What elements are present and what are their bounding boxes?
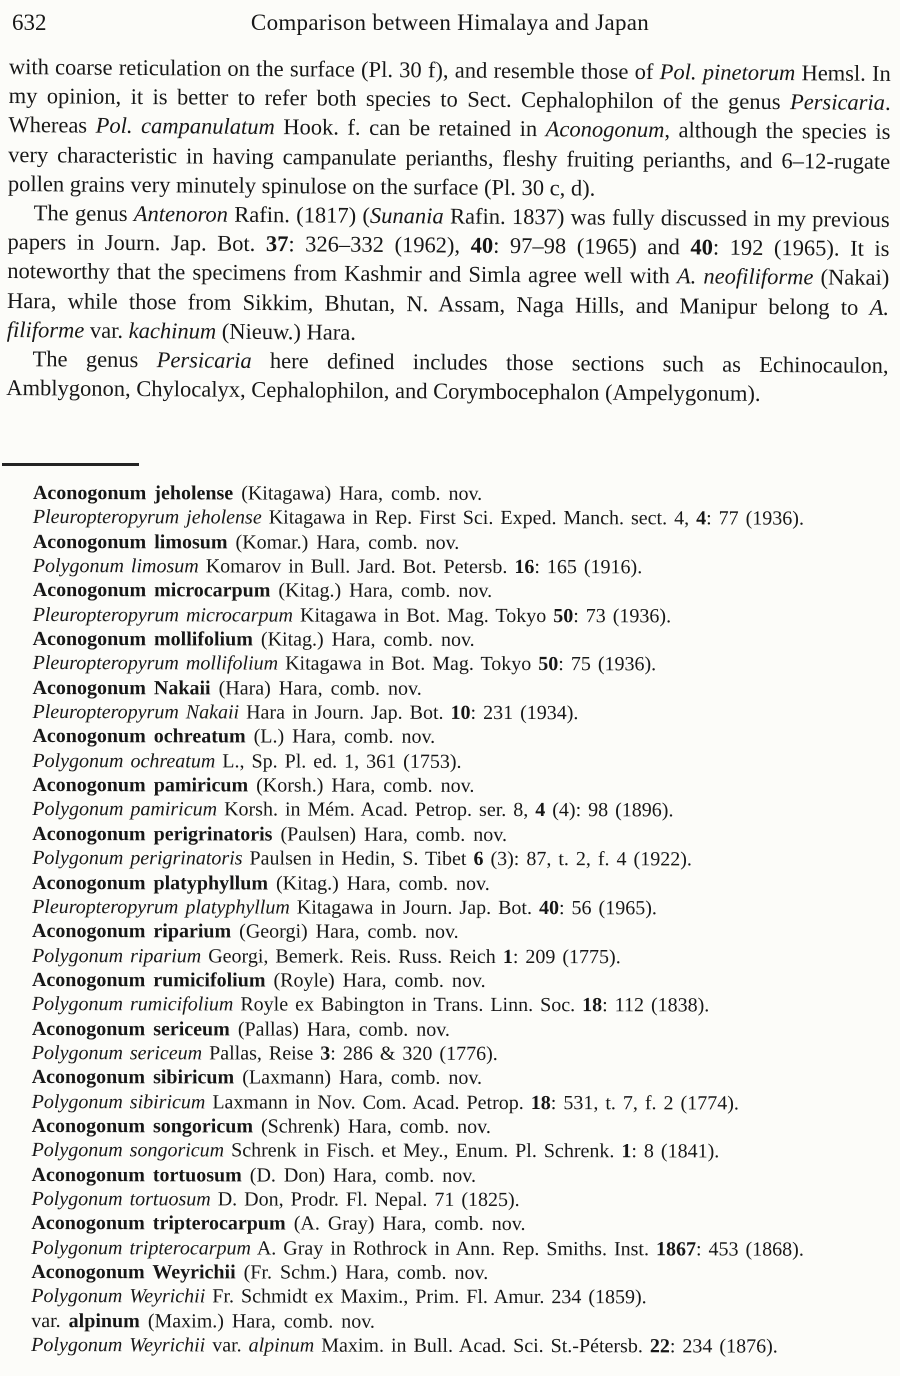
text-segment: (Fr. Schm.) Hara, comb. nov. [235,1261,489,1284]
text-segment: L., Sp. Pl. ed. 1, 361 (1753). [215,750,462,773]
text-segment: (4): 98 (1896). [545,799,674,822]
text-segment: : 192 (1965). It is noteworthy that the specimens from Kashmir and Simla agree well with [7,234,890,289]
text-segment: (A. Gray) Hara, comb. nov. [285,1212,526,1236]
text-segment: alpinum [248,1334,315,1357]
text-segment: Aconogonum perigrinatoris [32,822,273,846]
text-segment: Royle ex Babington in Trans. Linn. Soc. [233,993,583,1017]
list-line [31,1309,891,1335]
text-segment: Maxim. in Bull. Acad. Sci. St.-Pétersb. [314,1334,650,1358]
text-segment: Fr. Schmidt ex Maxim., Prim. Fl. Amur. 234 (1859). [205,1285,647,1309]
text-segment: 50 [538,653,559,676]
text-segment: Aconogonum riparium [32,920,232,943]
text-segment: Aconogonum limosum [32,530,228,554]
list-line [32,1138,892,1164]
text-segment: (Komar.) Hara, comb. nov. [227,531,460,554]
text-segment: Pleuropteropyrum microcarpum [32,603,294,627]
text-segment: 18 [582,994,603,1017]
list-line [32,749,892,775]
text-segment: : 286 & 320 (1776). [330,1042,498,1065]
text-segment: Polygonum perigrinatoris [32,847,243,870]
text-segment: Hara in Journ. Jap. Bot. [239,701,451,724]
list-line [32,1017,892,1043]
text-segment: Polygonum sericeum [31,1041,203,1065]
text-segment: (Kitagawa) Hara, comb. nov. [233,482,483,505]
text-segment: Aconogonum jeholense [32,482,234,505]
text-segment: 4 [535,799,546,822]
text-segment: Polygonum limosum [32,555,199,578]
text-segment: Aconogonum rumicifolium [31,968,266,992]
text-segment: Sunania [369,202,444,229]
text-segment: Kitagawa in Rep. First Sci. Exped. Manch. sect. 4, [261,506,697,530]
text-segment: with coarse reticulation on the surface (Pl. 30 f), and resemble those of [8,53,660,85]
text-segment: (3): 87, t. 2, f. 4 (1922). [483,848,692,871]
text-segment: Paulsen in Hedin, S. Tibet [242,847,474,871]
synonymy-list [31,481,893,1359]
text-segment: : 8 (1841). [631,1140,720,1163]
list-line [31,1211,891,1237]
text-segment: Komarov in Bull. Jard. Bot. Petersb. [198,555,515,579]
text-segment: : 234 (1876). [669,1335,778,1358]
text-segment: here defined includes those sections such as Echinocaulon, Amblygonon, Chylocalyx, Cephalophilon, and Corymbocephalon (Ampelygonum). [6,347,889,407]
text-segment: var. [31,1309,69,1332]
text-segment: 4 [696,507,707,530]
text-segment: (Kitag.) Hara, comb. nov. [267,871,490,895]
text-segment: Pol. campanulatum [95,113,275,140]
text-segment: Hemsl. In my opinion, it is better to refer both species to Sect. Cephalophilon of the genus [8,60,891,115]
text-segment: Persicaria [156,347,252,373]
text-segment: Aconogonum songoricum [31,1114,254,1138]
text-segment: (Maxim.) Hara, comb. nov. [139,1309,375,1333]
text-segment: 1867 [655,1237,696,1261]
text-segment: (Royle) Hara, comb. nov. [265,969,486,992]
list-line [32,773,892,799]
text-segment: Pallas, Reise [202,1042,321,1065]
text-segment: : 165 (1916). [534,556,643,579]
text-segment: alpinum [68,1309,140,1332]
text-segment: A. filiforme [6,294,890,343]
list-line [32,1114,892,1140]
list-line [32,846,892,872]
text-segment: (Schrenk) Hara, comb. nov. [252,1115,491,1138]
text-segment: Aconogonum sericeum [31,1017,230,1040]
text-segment: 18 [530,1091,551,1114]
text-segment: Aconogonum microcarpum [32,579,271,602]
text-segment: Rafin. (1817) ( [227,201,371,228]
list-line [32,797,892,823]
text-segment: Aconogonum tripterocarpum [31,1212,286,1235]
text-segment: : 75 (1936). [558,653,657,676]
text-segment: : 112 (1838). [602,994,710,1017]
list-line [31,1284,891,1310]
list-line [32,968,892,994]
text-segment: Laxmann in Nov. Com. Acad. Petrop. [205,1090,531,1114]
text-segment: 1 [502,945,513,968]
text-segment: 40 [538,896,560,919]
text-segment: The genus [32,346,157,373]
text-segment: var. [205,1334,249,1357]
text-segment: Polygonum tortuosum [31,1187,211,1211]
text-segment: Polygonum pamiricum [32,798,218,821]
text-segment: Aconogonum pamiricum [32,774,249,797]
footnote-separator-rule [2,463,139,466]
text-segment: A. neofiliforme [676,263,814,290]
text-segment: kachinum [128,317,217,344]
list-line [32,895,892,921]
text-segment: Polygonum ochreatum [32,749,216,773]
list-line [33,481,893,507]
text-segment: , although the species is very characteristic in having campanulate perianths, fleshy fruiting perianths, and 6–12-rugate pollen grains very minutely spinulose on the surface (Pl. 30 c, d). [7,117,891,201]
paragraph [7,198,890,351]
text-segment: Aconogonum Weyrichii [31,1260,236,1284]
text-segment: Aconogonum mollifolium [32,628,253,651]
text-segment: Antenoron [133,201,229,227]
text-segment: Aconogonum Nakaii [32,676,211,700]
text-segment: Polygonum rumicifolium [31,993,234,1016]
text-segment: Aconogonum sibiricum [31,1066,235,1089]
text-segment: : 453 (1868). [695,1238,804,1261]
list-line [33,554,893,580]
text-segment: Georgi, Bemerk. Reis. Russ. Reich [201,944,503,968]
text-segment: . Whereas [8,90,891,139]
list-line [33,603,893,629]
text-segment: 1 [621,1140,632,1163]
list-line [32,1090,892,1116]
text-segment: A. Gray in Rothrock in Ann. Rep. Smiths. Inst. [250,1237,656,1260]
text-segment: (Nakai) Hara, while those from Sikkim, Bhutan, N. Assam, Naga Hills, and Manipur belong to [6,264,890,320]
text-segment: Rafin. 1837) was fully discussed in my previous papers in Journ. Jap. Bot. [7,203,890,257]
text-segment: Polygonum Weyrichii [31,1285,206,1308]
text-segment: 40 [690,234,713,260]
text-segment: Aconogonum ochreatum [32,725,246,748]
text-segment: (D. Don) Hara, comb. nov. [241,1164,477,1187]
text-segment: Kitagawa in Bot. Mag. Tokyo [292,604,554,627]
text-segment: Persicaria [789,89,886,116]
list-line [33,627,893,653]
running-title: Comparison between Himalaya and Japan [250,10,650,35]
text-segment: The genus [33,200,134,227]
text-segment: var. [84,317,129,343]
text-segment: (Georgi) Hara, comb. nov. [231,920,459,944]
text-segment: Polygonum tripterocarpum [31,1236,251,1260]
text-segment: 3 [320,1042,331,1065]
text-segment: : 326–332 (1962), [288,231,471,258]
text-segment: D. Don, Prodr. Fl. Nepal. 71 (1825). [210,1188,520,1211]
page-number: 632 [12,10,47,35]
text-segment: Korsh. in Mém. Acad. Petrop. ser. 8, [217,798,536,822]
list-line [31,1236,891,1262]
paragraph [6,344,888,409]
text-segment: : 97–98 (1965) and [493,233,691,260]
text-segment: Hook. f. can be retained in [274,114,546,142]
text-segment: 16 [514,556,535,579]
text-segment: (Kitag.) Hara, comb. nov. [252,628,475,651]
list-line [32,822,892,848]
text-segment: (Laxmann) Hara, comb. nov. [234,1066,483,1090]
text-segment: 40 [470,232,494,259]
text-segment: Aconogonum [545,116,665,143]
text-segment: (Hara) Hara, comb. nov. [210,677,422,700]
text-segment: 22 [649,1335,670,1358]
text-segment: Pol. pinetorum [659,59,796,86]
text-segment: Schrenk in Fisch. et Mey., Enum. Pl. Schrenk. [224,1139,622,1163]
list-line [31,1187,891,1213]
list-line [32,992,892,1018]
text-segment: Polygonum riparium [31,944,202,967]
text-segment: (Korsh.) Hara, comb. nov. [248,774,475,798]
text-segment: (Pallas) Hara, comb. nov. [229,1017,450,1041]
text-segment: Kitagawa in Journ. Jap. Bot. [289,896,540,919]
list-line [32,700,892,726]
text-segment: (L.) Hara, comb. nov. [245,725,436,749]
text-segment: : 77 (1936). [706,507,805,530]
text-segment: Polygonum sibiricum [31,1090,206,1113]
text-segment: Pleuropteropyrum mollifolium [32,652,279,675]
list-line [32,919,892,945]
list-line [32,870,892,896]
list-line [31,1333,891,1359]
list-line [32,724,892,750]
list-line [33,530,893,556]
text-segment: Aconogonum platyphyllum [32,871,269,894]
text-segment: : 231 (1934). [470,702,579,725]
text-segment: (Kitag.) Hara, comb. nov. [270,579,493,603]
paragraph [8,52,891,205]
text-segment: Aconogonum tortuosum [31,1163,242,1187]
text-segment: 6 [473,848,484,871]
text-segment: Pleuropteropyrum jeholense [32,506,262,529]
text-segment: (Nieuw.) Hara. [216,318,357,345]
text-segment: 50 [553,604,574,627]
text-segment: (Paulsen) Hara, comb. nov. [272,823,508,846]
list-line [33,505,893,531]
text-segment: : 531, t. 7, f. 2 (1774). [550,1091,739,1115]
list-line [33,578,893,604]
text-segment: Polygonum Weyrichii [31,1334,206,1357]
text-segment: : 73 (1936). [573,604,672,628]
text-segment: 37 [265,231,289,257]
list-line [32,944,892,970]
text-segment: Polygonum songoricum [31,1139,225,1162]
list-line [32,1163,892,1189]
list-line [31,1260,891,1286]
text-segment: Pleuropteropyrum Nakaii [32,701,240,724]
text-segment: 10 [450,701,471,725]
list-line [32,1041,892,1067]
body-text [6,52,891,409]
text-segment: Kitagawa in Bot. Mag. Tokyo [278,652,539,676]
list-line [32,1065,892,1091]
text-segment: Pleuropteropyrum platyphyllum [32,895,290,919]
list-line [33,651,893,677]
text-segment: : 209 (1775). [512,945,621,968]
list-line [33,676,893,702]
text-segment: : 56 (1965). [558,896,657,920]
